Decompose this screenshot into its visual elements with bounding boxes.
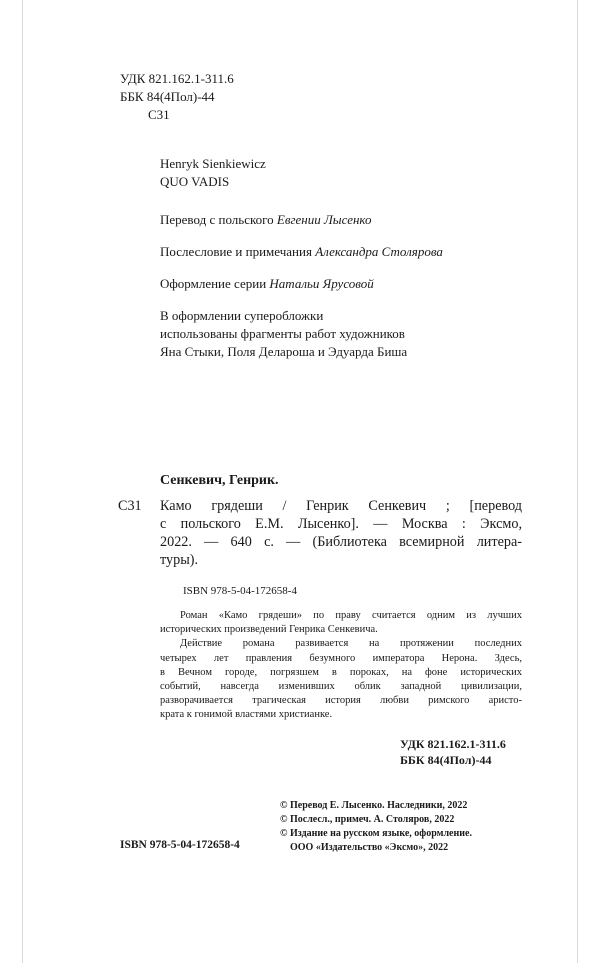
annotation-line: в Вечном городе, погрязшем в пороках, на фоне исторических <box>160 666 522 678</box>
bottom-bbk: ББК 84(4Пол)-44 <box>400 753 492 767</box>
biblio-description <box>160 497 522 569</box>
cover-line: Яна Стыки, Поля Делароша и Эдуарда Биша <box>160 344 408 359</box>
bottom-udk: УДК 821.162.1-311.6 <box>400 737 506 751</box>
bottom-codes <box>400 736 506 768</box>
copyright-line: © Послесл., примеч. А. Столяров, 2022 <box>280 814 455 825</box>
annotation-line: разворачивается трагическая история любви римского аристо- <box>160 695 522 707</box>
annotation-line: исторических произведений Генрика Сенкевича. <box>160 624 378 636</box>
biblio-line: Камо грядеши / Генрик Сенкевич ; [перевод <box>160 498 522 514</box>
translation-name: Евгении Лысенко <box>276 212 372 227</box>
cover-credit <box>160 307 407 361</box>
translation-label: Перевод с польского <box>160 212 274 227</box>
copyright-line: © Издание на русском языке, оформление. <box>280 828 472 839</box>
design-label: Оформление серии <box>160 276 267 291</box>
original-author: Henryk Sienkiewicz <box>160 156 266 171</box>
afterword-credit <box>160 243 443 261</box>
translation-credit <box>160 211 372 229</box>
afterword-name: Александра Столярова <box>315 244 443 259</box>
annotation <box>160 609 522 723</box>
biblio-line: с польского Е.М. Лысенко]. — Москва : Эксмо, <box>160 516 522 532</box>
udk-code: УДК 821.162.1-311.6 <box>120 71 234 86</box>
annotation-line: четырех лет правления безумного императора Нерона. Здесь, <box>160 652 522 664</box>
copyright-line: ООО «Издательство «Эксмо», 2022 <box>290 842 449 853</box>
biblio-isbn: ISBN 978-5-04-172658-4 <box>183 585 297 597</box>
top-codes <box>120 70 234 124</box>
page-edge-left <box>22 0 23 963</box>
annotation-line: Роман «Камо грядеши» по праву считается одним из лучших <box>180 610 522 621</box>
annotation-line: крата к гонимой властями христианке. <box>160 709 333 721</box>
copyright-line: © Перевод Е. Лысенко. Наследники, 2022 <box>280 800 468 811</box>
design-name: Натальи Ярусовой <box>269 276 374 291</box>
biblio-line: 2022. — 640 с. — (Библиотека всемирной литера- <box>160 534 522 550</box>
author-code: С31 <box>148 107 170 122</box>
original-title: QUO VADIS <box>160 174 230 189</box>
cover-line: В оформлении суперобложки <box>160 308 324 323</box>
design-credit <box>160 275 374 293</box>
page-edge-right <box>577 0 578 963</box>
biblio-line: туры). <box>160 552 199 568</box>
copyright-block <box>280 799 472 855</box>
original-title-block <box>160 155 266 191</box>
footer-isbn: ISBN 978-5-04-172658-4 <box>120 839 240 851</box>
annotation-line: событий, навсегда изменивших облик западной цивилизации, <box>160 681 522 693</box>
cover-line: использованы фрагменты работ художников <box>160 326 405 341</box>
annotation-line: Действие романа развивается на протяжении последних <box>180 638 522 650</box>
biblio-heading: Сенкевич, Генрик. <box>160 473 279 488</box>
bbk-code: ББК 84(4Пол)-44 <box>120 89 215 104</box>
afterword-label: Послесловие и примечания <box>160 244 312 259</box>
biblio-code: С31 <box>118 498 142 514</box>
